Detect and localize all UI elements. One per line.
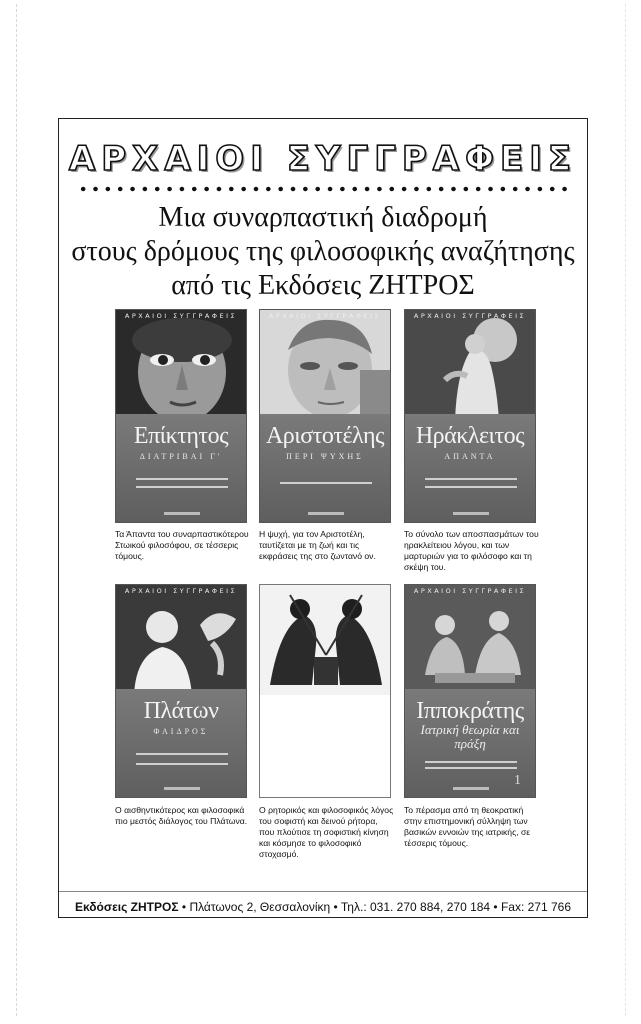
plato-statue-image: [116, 585, 247, 695]
series-label: ΑΡΧΑΙΟΙ ΣΥΓΓΡΑΦΕΙΣ: [124, 312, 238, 320]
book-cover-heraclitus: [404, 309, 536, 523]
credit-line: [425, 767, 517, 769]
tagline-line-3: από τις Εκδόσεις ΖΗΤΡΟΣ: [171, 270, 475, 301]
caption-plato: Ο αισθηντικότερος και φιλοσοφικά πιο μεστός διάλογος του Πλάτωνα.: [115, 805, 248, 826]
tagline: [59, 201, 587, 303]
book-cover-aristotle: [259, 309, 391, 523]
publisher-mark: [164, 787, 200, 790]
book-title: Ιπποκράτης: [416, 698, 524, 724]
book-subtitle: Ιατρική θεωρία και πράξη: [420, 722, 520, 751]
book-subtitle: ΠΕΡΙ ΨΥΧΗΣ: [286, 452, 364, 461]
series-label: ΑΡΧΑΙΟΙ ΣΥΓΓΡΑΦΕΙΣ: [268, 312, 382, 320]
caption-vase-book: Ο ρητορικός και φιλοσοφικός λόγος του σοφιστή και δεινού ρήτορα, που πλούτισε τη σοφιστική κίνηση και κόσμησε το φιλοσοφικό στοχασμό.: [259, 805, 394, 859]
credit-line: [280, 482, 372, 484]
caption-epictetus: Τα Άπαντα του συναρπαστικότερου Στωικού φιλοσόφου, σε τέσσερις τόμους.: [115, 529, 249, 561]
credit-line: [136, 763, 228, 765]
publisher-mark: [453, 787, 489, 790]
advertisement-frame: [58, 118, 588, 918]
credit-line: [425, 761, 517, 763]
book-subtitle: ΔΙΑΤΡΙΒΑΙ Γ': [139, 452, 223, 461]
vase-painting-image: [260, 585, 391, 695]
dotted-divider: [77, 185, 571, 193]
book-title: Πλάτων: [143, 698, 219, 724]
book-cover-plato: [115, 584, 247, 798]
credit-line: [425, 486, 517, 488]
book-title: Ηράκλειτος: [415, 423, 525, 449]
book-cover-vase: [259, 584, 391, 798]
aristotle-bust-image: [260, 310, 391, 420]
footer-divider: [59, 891, 587, 892]
book-subtitle: ΦΑΙΔΡΟΣ: [153, 727, 209, 736]
publisher-mark: [164, 512, 200, 515]
series-label: ΑΡΧΑΙΟΙ ΣΥΓΓΡΑΦΕΙΣ: [413, 587, 527, 595]
series-label: ΑΡΧΑΙΟΙ ΣΥΓΓΡΑΦΕΙΣ: [413, 312, 527, 320]
book-cover-hippocrates: [404, 584, 536, 798]
tagline-line-2: στους δρόμους της φιλοσοφικής αναζήτησης: [71, 236, 575, 267]
caption-aristotle: Η ψυχή, για τον Αριστοτέλη, ταυτίζεται με τη ζωή και τις εκφράσεις της στο ζωντανό ον.: [259, 529, 376, 561]
book-title: Αριστοτέλης: [265, 423, 385, 449]
tagline-line-1: Μια συναρπαστική διαδρομή: [158, 202, 488, 233]
publisher-footer: [59, 900, 587, 914]
publisher-name: Εκδόσεις ΖΗΤΡΟΣ: [74, 900, 179, 914]
series-label: ΑΡΧΑΙΟΙ ΣΥΓΓΡΑΦΕΙΣ: [124, 587, 238, 595]
caption-heraclitus: Το σύνολο των αποσπασμάτων του ηρακλείτειου λόγου, και των μαρτυριών για το φιλόσοφο και τη σκέψη του.: [404, 529, 539, 572]
publisher-mark: [453, 512, 489, 515]
book-cover-epictetus: [115, 309, 247, 523]
epictetus-portrait-image: [116, 310, 247, 420]
series-heading: ΑΡΧΑΙΟΙ ΣΥΓΓΡΑΦΕΙΣ: [68, 139, 578, 179]
heraclitus-statue-image: [405, 310, 536, 420]
book-subtitle: ΑΠΑΝΤΑ: [444, 452, 496, 461]
credit-line: [136, 478, 228, 480]
credit-line: [136, 486, 228, 488]
caption-hippocrates: Το πέρασμα από τη θεοκρατική στην επιστημονική σύλληψη των βασικών εννοιών της ιατρικής, σε τέσσερις τόμους.: [404, 805, 531, 848]
hippocrates-scene-image: [405, 585, 536, 695]
credit-line: [136, 753, 228, 755]
publisher-address: • Πλάτωνος 2, Θεσσαλονίκη • Τηλ.: 031. 270 884, 270 184 • Fax: 271 766: [181, 900, 572, 914]
volume-number: 1: [514, 773, 521, 788]
credit-line: [425, 478, 517, 480]
publisher-mark: [308, 512, 344, 515]
book-title: Επίκτητος: [133, 423, 229, 449]
